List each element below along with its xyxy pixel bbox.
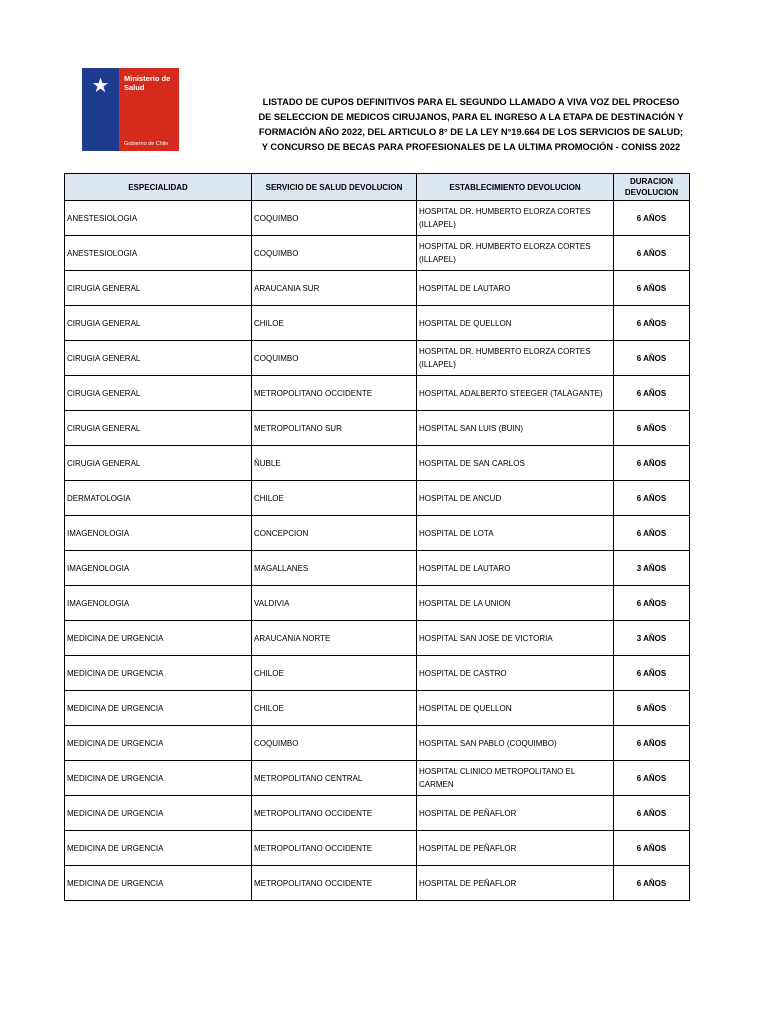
cell-duracion: 6 AÑOS bbox=[614, 341, 690, 376]
cell-servicio: METROPOLITANO OCCIDENTE bbox=[252, 376, 417, 411]
logo-blue-panel bbox=[82, 68, 119, 151]
cell-duracion: 6 AÑOS bbox=[614, 271, 690, 306]
cell-establecimiento: HOSPITAL DE LA UNION bbox=[417, 586, 614, 621]
cell-servicio: CHILOE bbox=[252, 691, 417, 726]
cell-especialidad: MEDICINA DE URGENCIA bbox=[65, 656, 252, 691]
cell-especialidad: MEDICINA DE URGENCIA bbox=[65, 726, 252, 761]
cell-duracion: 6 AÑOS bbox=[614, 796, 690, 831]
star-icon: ★ bbox=[91, 75, 110, 97]
table-row bbox=[65, 586, 690, 621]
table-row bbox=[65, 446, 690, 481]
table-row bbox=[65, 271, 690, 306]
cell-especialidad: MEDICINA DE URGENCIA bbox=[65, 621, 252, 656]
cell-establecimiento: HOSPITAL DE QUELLON bbox=[417, 306, 614, 341]
cell-duracion: 6 AÑOS bbox=[614, 481, 690, 516]
cell-duracion: 6 AÑOS bbox=[614, 831, 690, 866]
table-row bbox=[65, 656, 690, 691]
table-header-row bbox=[65, 174, 690, 201]
cell-duracion: 6 AÑOS bbox=[614, 446, 690, 481]
table-row bbox=[65, 201, 690, 236]
cell-servicio: METROPOLITANO OCCIDENTE bbox=[252, 831, 417, 866]
table-row bbox=[65, 411, 690, 446]
cell-duracion: 6 AÑOS bbox=[614, 726, 690, 761]
logo-red-panel bbox=[119, 68, 179, 151]
cell-especialidad: IMAGENOLOGIA bbox=[65, 586, 252, 621]
cell-duracion: 6 AÑOS bbox=[614, 306, 690, 341]
header-especialidad: ESPECIALIDAD bbox=[65, 174, 252, 201]
cell-servicio: COQUIMBO bbox=[252, 341, 417, 376]
table-row bbox=[65, 516, 690, 551]
table-row bbox=[65, 796, 690, 831]
cell-especialidad: DERMATOLOGIA bbox=[65, 481, 252, 516]
table-row bbox=[65, 831, 690, 866]
cell-establecimiento: HOSPITAL DE QUELLON bbox=[417, 691, 614, 726]
cell-establecimiento: HOSPITAL DE ANCUD bbox=[417, 481, 614, 516]
cell-establecimiento: HOSPITAL DR. HUMBERTO ELORZA CORTES (ILLAPEL) bbox=[417, 236, 614, 271]
cell-establecimiento: HOSPITAL SAN JOSE DE VICTORIA bbox=[417, 621, 614, 656]
cell-especialidad: CIRUGIA GENERAL bbox=[65, 411, 252, 446]
cell-servicio: CHILOE bbox=[252, 306, 417, 341]
table-body bbox=[65, 201, 690, 901]
cell-servicio: MAGALLANES bbox=[252, 551, 417, 586]
cell-establecimiento: HOSPITAL DE LAUTARO bbox=[417, 271, 614, 306]
cell-establecimiento: HOSPITAL DE SAN CARLOS bbox=[417, 446, 614, 481]
cell-especialidad: ANESTESIOLOGIA bbox=[65, 236, 252, 271]
quotas-table bbox=[64, 173, 690, 901]
cell-servicio: METROPOLITANO CENTRAL bbox=[252, 761, 417, 796]
header-establecimiento: ESTABLECIMIENTO DEVOLUCION bbox=[417, 174, 614, 201]
cell-duracion: 3 AÑOS bbox=[614, 621, 690, 656]
cell-duracion: 6 AÑOS bbox=[614, 236, 690, 271]
table-row bbox=[65, 761, 690, 796]
cell-establecimiento: HOSPITAL DE LAUTARO bbox=[417, 551, 614, 586]
table-row bbox=[65, 481, 690, 516]
cell-especialidad: IMAGENOLOGIA bbox=[65, 516, 252, 551]
cell-establecimiento: HOSPITAL DE CASTRO bbox=[417, 656, 614, 691]
table-row bbox=[65, 866, 690, 901]
cell-establecimiento: HOSPITAL DE PEÑAFLOR bbox=[417, 831, 614, 866]
table-row bbox=[65, 551, 690, 586]
cell-duracion: 6 AÑOS bbox=[614, 761, 690, 796]
cell-especialidad: MEDICINA DE URGENCIA bbox=[65, 796, 252, 831]
cell-servicio: CHILOE bbox=[252, 656, 417, 691]
cell-establecimiento: HOSPITAL DR. HUMBERTO ELORZA CORTES (ILLAPEL) bbox=[417, 341, 614, 376]
cell-establecimiento: HOSPITAL DE PEÑAFLOR bbox=[417, 866, 614, 901]
table-row bbox=[65, 236, 690, 271]
cell-establecimiento: HOSPITAL SAN LUIS (BUIN) bbox=[417, 411, 614, 446]
cell-establecimiento: HOSPITAL SAN PABLO (COQUIMBO) bbox=[417, 726, 614, 761]
cell-especialidad: MEDICINA DE URGENCIA bbox=[65, 761, 252, 796]
cell-servicio: COQUIMBO bbox=[252, 236, 417, 271]
cell-duracion: 6 AÑOS bbox=[614, 866, 690, 901]
cell-especialidad: IMAGENOLOGIA bbox=[65, 551, 252, 586]
cell-establecimiento: HOSPITAL ADALBERTO STEEGER (TALAGANTE) bbox=[417, 376, 614, 411]
header-duracion: DURACION DEVOLUCION bbox=[614, 174, 690, 201]
cell-servicio: COQUIMBO bbox=[252, 201, 417, 236]
ministry-logo bbox=[82, 68, 179, 151]
table-row bbox=[65, 341, 690, 376]
cell-establecimiento: HOSPITAL DE LOTA bbox=[417, 516, 614, 551]
cell-establecimiento: HOSPITAL CLINICO METROPOLITANO EL CARMEN bbox=[417, 761, 614, 796]
cell-duracion: 6 AÑOS bbox=[614, 411, 690, 446]
logo-ministry-text: Ministerio de Salud bbox=[124, 74, 171, 92]
cell-servicio: METROPOLITANO OCCIDENTE bbox=[252, 796, 417, 831]
cell-especialidad: MEDICINA DE URGENCIA bbox=[65, 831, 252, 866]
cell-especialidad: CIRUGIA GENERAL bbox=[65, 341, 252, 376]
cell-especialidad: CIRUGIA GENERAL bbox=[65, 306, 252, 341]
cell-servicio: ÑUBLE bbox=[252, 446, 417, 481]
cell-especialidad: MEDICINA DE URGENCIA bbox=[65, 691, 252, 726]
cell-servicio: CONCEPCION bbox=[252, 516, 417, 551]
cell-servicio: METROPOLITANO SUR bbox=[252, 411, 417, 446]
table-row bbox=[65, 306, 690, 341]
cell-servicio: COQUIMBO bbox=[252, 726, 417, 761]
cell-especialidad: MEDICINA DE URGENCIA bbox=[65, 866, 252, 901]
logo-government-text: Gobierno de Chile bbox=[124, 141, 169, 147]
cell-servicio: METROPOLITANO OCCIDENTE bbox=[252, 866, 417, 901]
cell-especialidad: CIRUGIA GENERAL bbox=[65, 376, 252, 411]
cell-duracion: 6 AÑOS bbox=[614, 586, 690, 621]
cell-establecimiento: HOSPITAL DE PEÑAFLOR bbox=[417, 796, 614, 831]
cell-duracion: 3 AÑOS bbox=[614, 551, 690, 586]
table-row bbox=[65, 691, 690, 726]
cell-servicio: VALDIVIA bbox=[252, 586, 417, 621]
cell-duracion: 6 AÑOS bbox=[614, 691, 690, 726]
cell-servicio: CHILOE bbox=[252, 481, 417, 516]
cell-establecimiento: HOSPITAL DR. HUMBERTO ELORZA CORTES (ILLAPEL) bbox=[417, 201, 614, 236]
cell-duracion: 6 AÑOS bbox=[614, 376, 690, 411]
cell-especialidad: CIRUGIA GENERAL bbox=[65, 271, 252, 306]
cell-duracion: 6 AÑOS bbox=[614, 656, 690, 691]
cell-servicio: ARAUCANIA NORTE bbox=[252, 621, 417, 656]
table-row bbox=[65, 726, 690, 761]
document-title: LISTADO DE CUPOS DEFINITIVOS PARA EL SEGUNDO LLAMADO A VIVA VOZ DEL PROCESO DE SELECCION DE MEDICOS CIRUJANOS, PARA EL INGRESO A LA ETAPA DE DESTINACIÓN Y FORMACIÓN AÑO 2022, DEL ARTICULO 8° DE LA LEY N°19.664 DE LOS SERVICIOS DE SALUD; Y CONCURSO DE BECAS PARA PROFESIONALES DE LA ULTIMA PROMOCIÓN - CONISS 2022 bbox=[258, 97, 684, 152]
table-row bbox=[65, 376, 690, 411]
table-row bbox=[65, 621, 690, 656]
cell-especialidad: ANESTESIOLOGIA bbox=[65, 201, 252, 236]
cell-duracion: 6 AÑOS bbox=[614, 516, 690, 551]
cell-especialidad: CIRUGIA GENERAL bbox=[65, 446, 252, 481]
cell-duracion: 6 AÑOS bbox=[614, 201, 690, 236]
header-servicio: SERVICIO DE SALUD DEVOLUCION bbox=[252, 174, 417, 201]
cell-servicio: ARAUCANIA SUR bbox=[252, 271, 417, 306]
